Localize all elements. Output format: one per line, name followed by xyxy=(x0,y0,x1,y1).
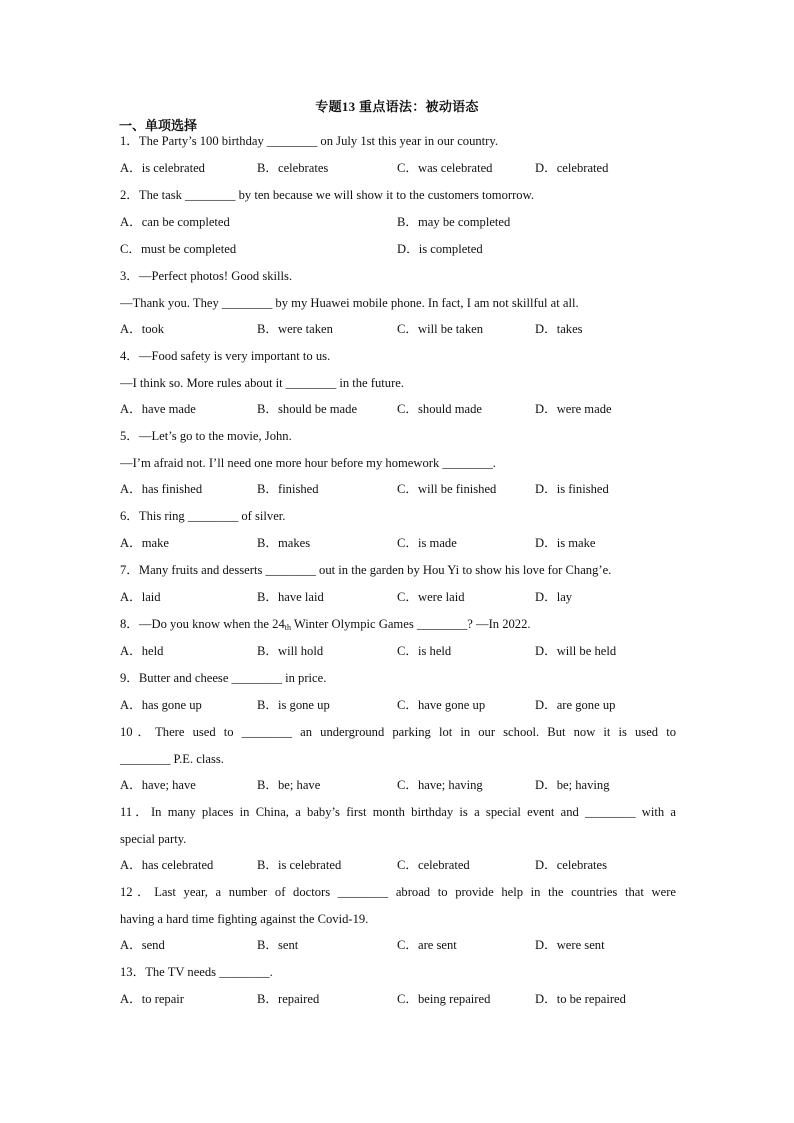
option-a: A．has gone up xyxy=(120,698,202,712)
question-6 xyxy=(120,503,676,557)
option-b: B．may be completed xyxy=(397,215,511,229)
option-d: D．are gone up xyxy=(535,698,616,712)
option-b: B．celebrates xyxy=(257,161,329,175)
option-d: D．takes xyxy=(535,322,583,336)
option-b: B．should be made xyxy=(257,402,358,416)
option-d: D．is finished xyxy=(535,482,609,496)
option-c: C．is made xyxy=(397,536,457,550)
question-9 xyxy=(120,665,676,719)
question-stem: 3．—Perfect photos! Good skills. xyxy=(120,269,293,283)
question-3 xyxy=(120,263,676,343)
option-a: A．has celebrated xyxy=(120,858,214,872)
option-b: B．were taken xyxy=(257,322,333,336)
option-d: D．be; having xyxy=(535,778,610,792)
question-stem: 5．—Let’s go to the movie, John. xyxy=(120,429,292,443)
option-b: B．is gone up xyxy=(257,698,330,712)
options-row xyxy=(120,772,676,799)
option-d: D．to be repaired xyxy=(535,992,626,1006)
option-a: A．held xyxy=(120,644,164,658)
question-7 xyxy=(120,557,676,611)
question-13 xyxy=(120,959,676,1013)
option-b: B．sent xyxy=(257,938,299,952)
option-d: D．is make xyxy=(535,536,596,550)
options-row xyxy=(120,155,676,182)
options-row xyxy=(120,476,676,503)
option-d: D．will be held xyxy=(535,644,617,658)
options-row xyxy=(120,986,676,1013)
option-a: A．has finished xyxy=(120,482,203,496)
option-c: C．have; having xyxy=(397,778,483,792)
options-row xyxy=(120,396,676,423)
question-stem-line-2: —Thank you. They ________ by my Huawei mobile phone. In fact, I am not skillful at all. xyxy=(120,296,579,310)
question-1 xyxy=(120,128,676,182)
question-stem-line-2: ________ P.E. class. xyxy=(120,752,224,766)
option-a: A．took xyxy=(120,322,165,336)
option-c: C．will be taken xyxy=(397,322,484,336)
question-stem: 1．The Party’s 100 birthday ________ on July 1st this year in our country. xyxy=(120,134,499,148)
question-stem: 4．—Food safety is very important to us. xyxy=(120,349,331,363)
question-stem-line-2: —I’m afraid not. I’ll need one more hour before my homework ________. xyxy=(120,456,496,470)
option-b: B．finished xyxy=(257,482,319,496)
question-stem: 10．There used to ________ an underground parking lot in our school. But now it is used to xyxy=(120,725,676,739)
section-heading: 一、单项选择 xyxy=(119,118,198,133)
question-stem: 9．Butter and cheese ________ in price. xyxy=(120,671,327,685)
option-c: C．being repaired xyxy=(397,992,491,1006)
options-row xyxy=(120,852,676,879)
option-a: A．send xyxy=(120,938,165,952)
option-c: C．will be finished xyxy=(397,482,497,496)
option-c: C．was celebrated xyxy=(397,161,493,175)
superscript-th: th xyxy=(284,623,291,632)
option-b: B．have laid xyxy=(257,590,324,604)
question-12 xyxy=(120,879,676,959)
option-d: D．celebrated xyxy=(535,161,609,175)
question-stem-line-2: having a hard time fighting against the Covid-19. xyxy=(120,912,369,926)
option-b: B．makes xyxy=(257,536,311,550)
option-d: D．is completed xyxy=(397,242,483,256)
option-b: B．is celebrated xyxy=(257,858,342,872)
option-b: B．be; have xyxy=(257,778,321,792)
question-stem-part-1: 8．—Do you know when the 24 xyxy=(120,617,285,631)
option-a: A．can be completed xyxy=(120,215,230,229)
option-a: A．make xyxy=(120,536,169,550)
option-b: B．repaired xyxy=(257,992,320,1006)
question-stem: 11．In many places in China, a baby’s first month birthday is a special event and ________ with a xyxy=(120,805,676,819)
option-a: A．have; have xyxy=(120,778,196,792)
options-row xyxy=(120,932,676,959)
options-row xyxy=(120,236,676,263)
question-stem-part-2: Winter Olympic Games ________? —In 2022. xyxy=(291,617,531,631)
page-title: 专题13 重点语法：被动语态 xyxy=(315,99,479,114)
option-c: C．must be completed xyxy=(120,242,237,256)
option-c: C．have gone up xyxy=(397,698,486,712)
question-stem-line-2: —I think so. More rules about it ________ in the future. xyxy=(120,376,405,390)
option-a: A．to repair xyxy=(120,992,184,1006)
question-stem-line-2: special party. xyxy=(120,832,187,846)
option-d: D．lay xyxy=(535,590,573,604)
option-c: C．were laid xyxy=(397,590,465,604)
option-a: A．is celebrated xyxy=(120,161,205,175)
options-row xyxy=(120,584,676,611)
options-row xyxy=(120,638,676,665)
question-4 xyxy=(120,343,676,423)
question-stem: 6．This ring ________ of silver. xyxy=(120,509,286,523)
question-5 xyxy=(120,423,676,503)
question-8 xyxy=(120,611,676,665)
question-11 xyxy=(120,799,676,879)
option-a: A．laid xyxy=(120,590,161,604)
question-stem: 13．The TV needs ________. xyxy=(120,965,273,979)
option-c: C．is held xyxy=(397,644,452,658)
option-d: D．were sent xyxy=(535,938,605,952)
option-d: D．were made xyxy=(535,402,612,416)
option-a: A．have made xyxy=(120,402,196,416)
option-c: C．should made xyxy=(397,402,483,416)
question-2 xyxy=(120,182,676,263)
question-stem: 12．Last year, a number of doctors ________ abroad to provide help in the countries that were xyxy=(120,885,676,899)
option-c: C．celebrated xyxy=(397,858,470,872)
options-row xyxy=(120,316,676,343)
option-d: D．celebrates xyxy=(535,858,608,872)
options-row xyxy=(120,530,676,557)
options-row xyxy=(120,692,676,719)
question-10 xyxy=(120,719,676,799)
options-row xyxy=(120,209,676,236)
option-b: B．will hold xyxy=(257,644,324,658)
option-c: C．are sent xyxy=(397,938,457,952)
question-stem xyxy=(120,611,676,638)
question-stem: 7．Many fruits and desserts ________ out in the garden by Hou Yi to show his love for Chang’e. xyxy=(120,563,612,577)
question-list xyxy=(120,128,676,1013)
question-stem: 2．The task ________ by ten because we will show it to the customers tomorrow. xyxy=(120,188,535,202)
